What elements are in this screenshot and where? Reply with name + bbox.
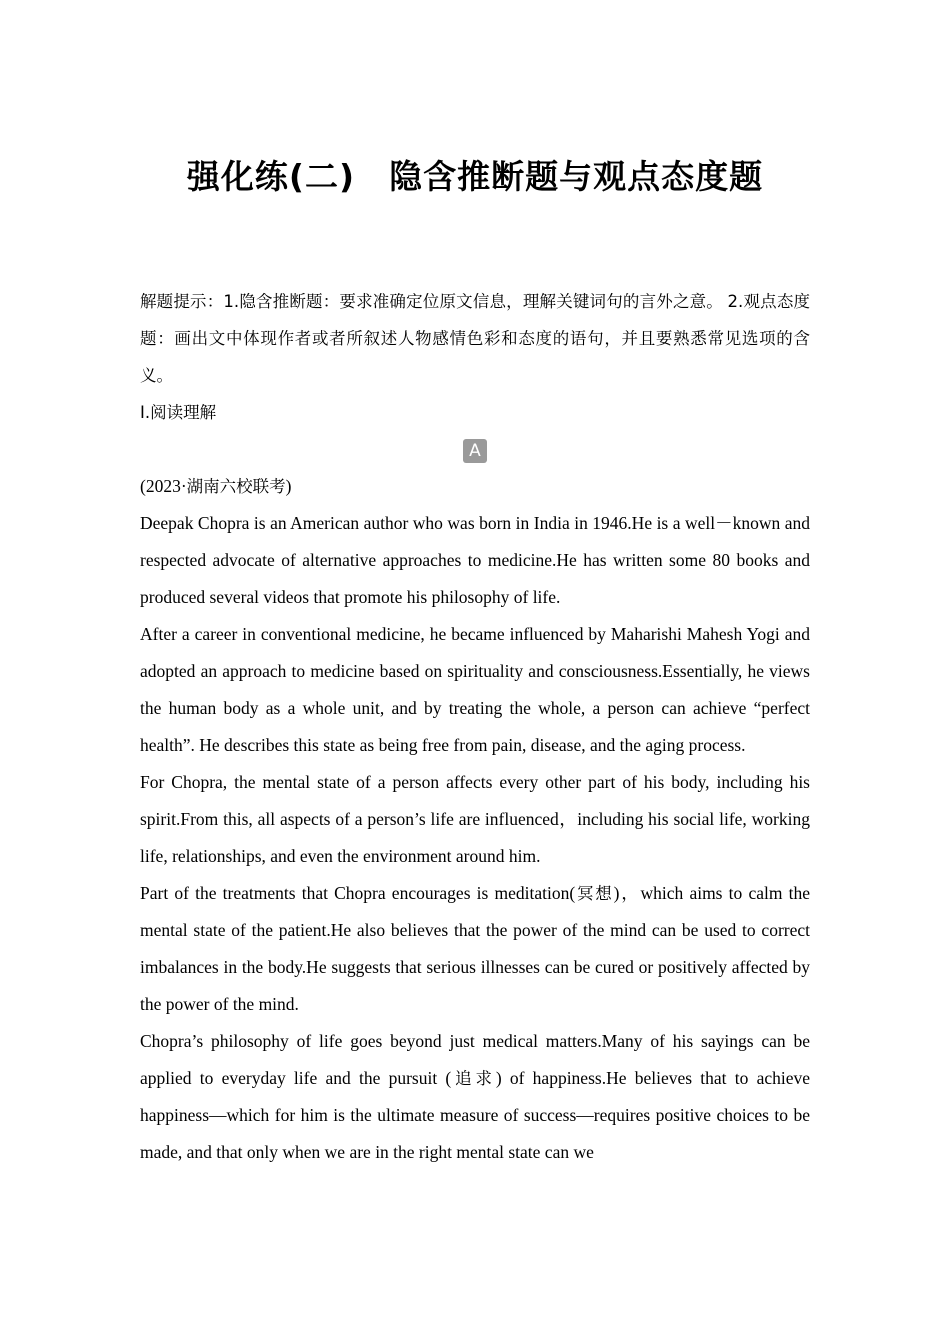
passage-paragraph-3: For Chopra, the mental state of a person affects every other part of his body, including his spirit.From this, all aspects of a person’s life are influenced，including his social life, working life, relationships, and even the environment around him. (140, 772, 810, 866)
p5-text-a: Chopra’s philosophy of life goes beyond just medical matters.Many of his sayings can be applied to everyday life and the pursuit ( (140, 1031, 810, 1088)
passage-badge: A (463, 439, 487, 463)
source-name: 湖南六校联考 (186, 477, 286, 496)
source-close: ) (285, 476, 292, 496)
tips-line-2: 2.观点态度题：画出文中体现作者或者所叙述人物感情色彩和态度的语句，并且要熟悉常见选项的含义。 (140, 292, 811, 385)
passage-source (140, 468, 810, 505)
section-heading: Ⅰ.阅读理解 (140, 403, 217, 422)
passage-paragraph-4 (140, 875, 810, 1023)
p5-gloss: 追求 (451, 1069, 496, 1088)
tips-paragraph (140, 283, 810, 394)
p5-text-b: ) of happiness.He believes that to achieve happiness—which for him is the ultimate measure of success—requires positive choices to be made, and that only when we are in the right mental state can we (140, 1068, 811, 1162)
tips-line-1: ：1.隐含推断题：要求准确定位原文信息，理解关键词句的言外之意。 (206, 292, 723, 311)
tips-label: 解题提示 (140, 292, 207, 311)
p4-gloss: 冥想 (575, 884, 614, 903)
source-open: (2023· (140, 476, 187, 496)
passage-paragraph-1: Deepak Chopra is an American author who was born in India in 1946.He is a well－known and respected advocate of alternative approaches to medicine.He has written some 80 books and produced several videos that promote his philosophy of life. (140, 513, 810, 607)
passage-paragraph-5 (140, 1023, 810, 1171)
content-body (140, 283, 810, 1171)
p4-text-a: Part of the treatments that Chopra encourages is meditation( (140, 883, 576, 903)
passage-badge-row (140, 431, 810, 468)
page-title (0, 152, 950, 202)
title-sub: 隐含推断题与观点态度题 (389, 157, 764, 196)
passage-paragraph-2: After a career in conventional medicine, he became influenced by Maharishi Mahesh Yogi and adopted an approach to medicine based on spirituality and consciousness.Essentially, he views the human body as a whole unit, and by treating the whole, a person can achieve “perfect health”. He describes this state as being free from pain, disease, and the aging process. (140, 624, 810, 755)
p4-text-b: )，which aims to calm the mental state of the patient.He also believes that the power of the mind can be used to correct imbalances in the body.He suggests that serious illnesses can be cured or positively affected by the power of the mind. (140, 883, 810, 1014)
title-main: 强化练(二) (186, 157, 356, 196)
